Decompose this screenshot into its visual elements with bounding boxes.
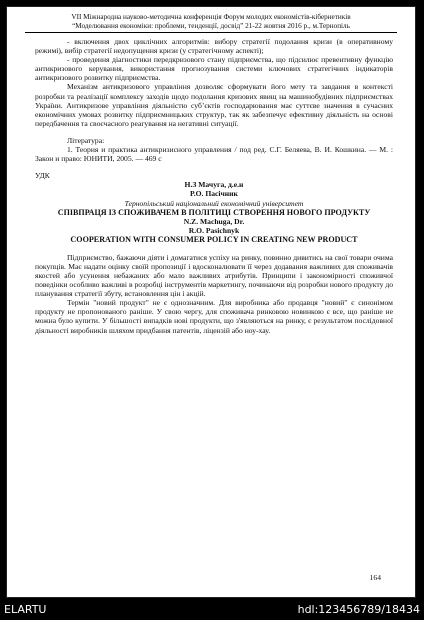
document-page	[6, 6, 416, 598]
spacer	[35, 128, 393, 136]
article-affiliation: Тернопільський національний економічний університет	[124, 198, 304, 208]
document-body	[35, 37, 393, 335]
article-author-1: Н.З Мачуга, д.е.н	[184, 180, 244, 190]
intro-bullet-2: - проведення діагностики передкризового стану підприємства, що підсилює превентивну функцію антикризового керування, використання прогнозування системи ключових стратегічних індикаторів антикризового розвитку підприємства.	[35, 55, 393, 83]
intro-bullet-1: - включення двох циклічних алгоритмів: вибору стратегії подолання кризи (в оперативному режимі), вибір стратегії недопущення кризи (у стратегічному аспекті);	[35, 37, 393, 56]
handle-link[interactable]: hdl:123456789/18434	[297, 603, 420, 616]
intro-paragraph: Механізм антикризового управління дозволяє сформувати його мету та завдання в контексті розробки та реалізації комплексу заходів щодо подолання кризових явищ на машинобудівних підприємствах України. Антикризове управління діяльністю суб’єктів господарювання має суттєве значення в сучасних економічних умовах розвитку підприємницьких структур, так як забезпечує ефективну діяльність на основі передбачення та своєчасного реагування на негативні ситуації.	[35, 82, 393, 128]
article-author-2-en: R.O. Pasichnyk	[188, 226, 240, 236]
header-line-1: VII Міжнародна науково-методична конференція Форум молодих економістів-кібернетиків	[71, 13, 351, 21]
header-divider	[25, 32, 397, 33]
literature-item-1: 1. Теория и практика антикризисного управления / под ред. С.Г. Беляева, В. И. Кошкина. — М. : Закон и право: ЮНИТИ, 2005. — 469 с	[35, 145, 393, 164]
repository-name: ELARTU	[4, 603, 47, 616]
article-author-1-en: N.Z. Machuga, Dr.	[183, 217, 245, 227]
article-title-ua: СПІВПРАЦЯ ІЗ СПОЖИВАЧЕМ В ПОЛІТИЦІ СТВОРЕННЯ НОВОГО ПРОДУКТУ	[57, 207, 371, 217]
article-title-en: COOPERATION WITH CONSUMER POLICY IN CREATING NEW PRODUCT	[70, 235, 358, 245]
spacer	[35, 163, 393, 171]
page-number: 164	[369, 573, 381, 582]
running-header	[25, 13, 397, 30]
literature-heading: Література:	[67, 135, 105, 145]
article-author-2: Р.О. Пасічник	[190, 189, 238, 199]
udk-label: УДК	[35, 171, 50, 181]
article-paragraph-2: Термін "новий продукт" не є однозначним. Для виробника або продавця "новий" є синонімом продукту не пропонованого раніше. У свою чергу, для споживача ринковою новинкою є все, що раніше не можна було купити. У більшості випадків нові продукти, що з'являються на ринку, є результатом послідовної діяльності виробників шляхом придбання патентів, ліцензій або ноу-хау.	[35, 298, 393, 335]
article-paragraph-1: Підприємство, бажаючи діяти і домагатися успіху на ринку, повинно дивитись на свої товари очима покупців. Має надати оцінку своїй пропозиції і вдосконалювати її через додавання важливих для споживачів якостей або усунення небажаних або мало важливих атрибутів. Принципи і закономірності споживчої поведінки особливо важливі в розробці інструментів маркетингу, починаючи від розробки нового продукту до планування стратегії збуту, встановлення цін і акцій.	[35, 252, 393, 299]
header-line-2: “Моделювання економіки: проблеми, тенденції, досвід” 21-22 жовтня 2016 р., м.Тернопіль	[72, 21, 350, 30]
repository-footer	[0, 600, 424, 620]
spacer	[35, 245, 393, 253]
